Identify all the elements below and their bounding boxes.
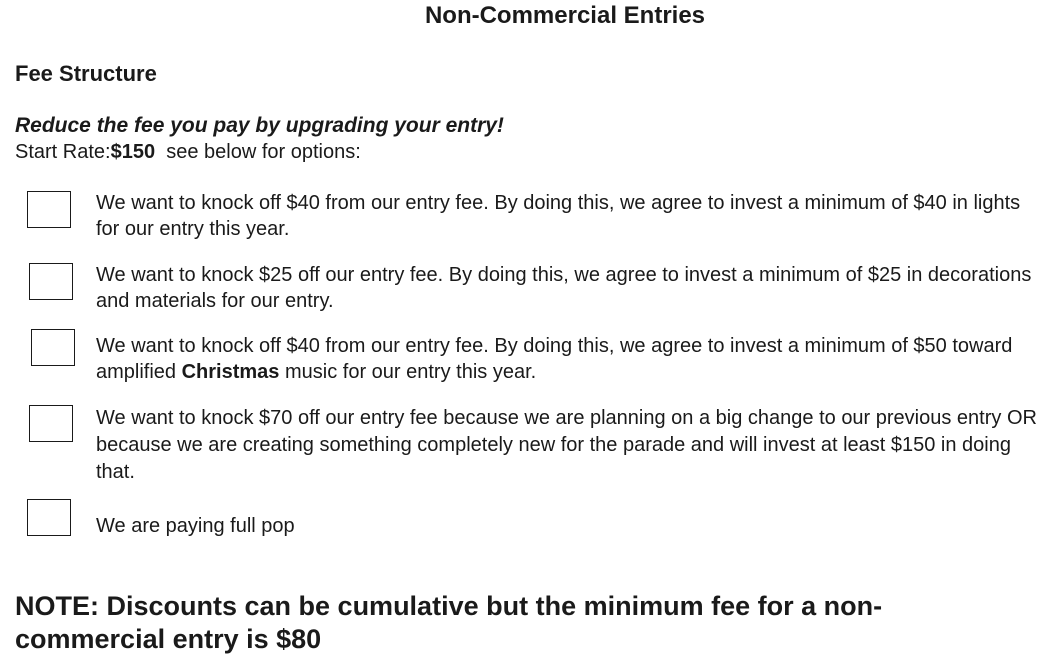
start-rate-label: Start Rate: [15,141,111,163]
fee-option-big-change-checkbox[interactable] [29,405,73,442]
fee-option-big-change-text: We want to knock $70 off our entry fee because we are planning on a big change to our previous entry OR because we are creating something completely new for the parade and will invest at least $150 in doing that. [96,407,1037,483]
start-rate-suffix: see below for options: [155,141,361,163]
fee-option-music-text-before: We want to knock off $40 from our entry fee. By doing this, we agree to invest a minimum of $50 toward amplified [96,335,1013,383]
fee-option-lights-text: We want to knock off $40 from our entry fee. By doing this, we agree to invest a minimum of $40 in lights for our entry this year. [96,192,1021,240]
subheading-upgrade: Reduce the fee you pay by upgrading your entry! [15,114,504,137]
start-rate-amount: $150 [110,141,156,163]
start-rate-line [15,141,361,164]
fee-option-decorations-text: We want to knock $25 off our entry fee. By doing this, we agree to invest a minimum of $25 in decorations and materials for our entry. [96,264,1032,312]
fee-option-lights-checkbox[interactable] [27,191,71,228]
fee-option-music-text-bold: Christmas [181,361,280,383]
page-title: Non-Commercial Entries [424,2,706,29]
fee-option-decorations-checkbox[interactable] [29,263,73,300]
fee-option-music-text-after: music for our entry this year. [279,361,537,383]
fee-option-music-text [96,333,1041,385]
fee-option-full-pay-checkbox[interactable] [27,499,71,536]
fee-option-full-pay-text: We are paying full pop [96,515,295,537]
discount-note: NOTE: Discounts can be cumulative but the minimum fee for a non-commercial entry is $80 [15,591,883,654]
fee-option-music-checkbox[interactable] [31,329,75,366]
section-heading-fee-structure: Fee Structure [15,61,157,86]
